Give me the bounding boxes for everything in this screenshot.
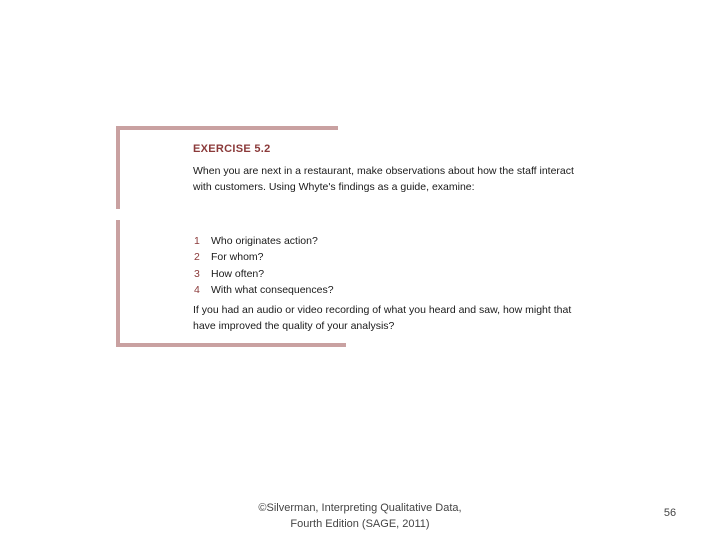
- question-item: [194, 282, 334, 298]
- footer-citation: [210, 500, 510, 532]
- exercise-closing: [193, 302, 571, 334]
- citation-line: ©Silverman, Interpreting Qualitative Data,: [258, 502, 462, 514]
- question-number: 4: [194, 283, 200, 296]
- question-item: [194, 266, 334, 282]
- question-text: Who originates action?: [211, 235, 318, 247]
- box-border-left-upper: [116, 126, 120, 209]
- box-border-bottom: [116, 343, 346, 347]
- question-text: For whom?: [211, 251, 264, 264]
- question-item: [194, 249, 334, 265]
- box-border-top: [116, 126, 338, 130]
- citation-line: Fourth Edition (SAGE, 2011): [290, 518, 430, 530]
- question-number: 3: [194, 267, 200, 280]
- page-number: 56: [663, 507, 677, 519]
- question-item: [194, 233, 334, 249]
- intro-line: with customers. Using Whyte's findings as a guide, examine:: [193, 181, 475, 193]
- closing-line: If you had an audio or video recording of what you heard and saw, how might that: [193, 304, 572, 316]
- intro-line: When you are next in a restaurant, make observations about how the staff interact: [193, 165, 574, 177]
- exercise-title: EXERCISE 5.2: [193, 143, 271, 155]
- question-text: With what consequences?: [211, 283, 334, 296]
- box-border-left-lower: [116, 220, 120, 346]
- closing-line: have improved the quality of your analysis?: [193, 320, 395, 332]
- question-number: 1: [194, 235, 200, 247]
- question-text: How often?: [211, 267, 265, 280]
- question-list: [194, 233, 334, 298]
- exercise-intro: [193, 163, 574, 195]
- question-number: 2: [194, 251, 200, 264]
